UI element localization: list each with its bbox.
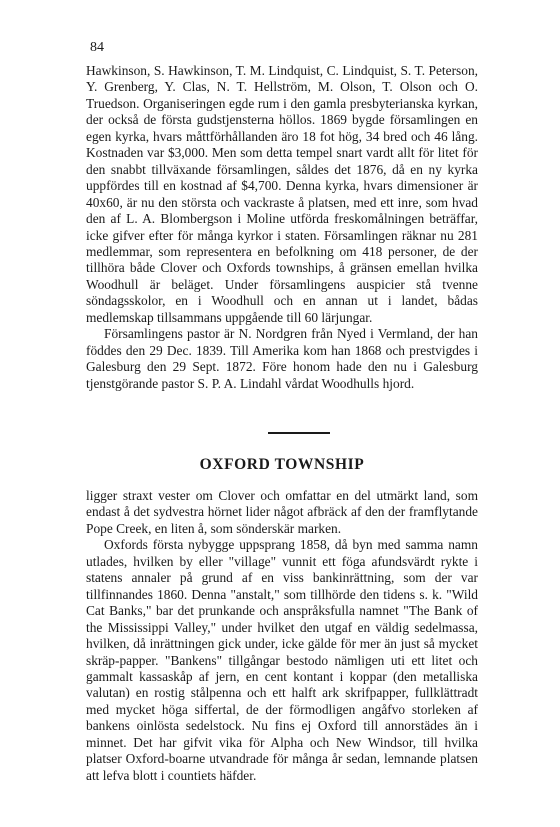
paragraph-pastor: Församlingens pastor är N. Nordgren från Nyed i Vermland, der han föddes den 29 Dec. 1839. Till Amerika kom han 1868 och prestvigdes i Galesburg den 29 Sept. 1872. Före honom hade den nu i Galesburg tjenstgörande pastor S. P. A. Lindahl vårdat Woodhulls hjord. (86, 326, 478, 391)
paragraph-location: ligger straxt vester om Clover och omfattar en del utmärkt land, som endast å det sydvestra hörnet lider något afbräck af den der framflytande Pope Creek, en liten å, som sönderskär marken. (86, 488, 478, 536)
section-divider (268, 432, 330, 434)
oxford-section (86, 488, 478, 784)
paragraph-continued: Hawkinson, S. Hawkinson, T. M. Lindquist, C. Lindquist, S. T. Peterson, Y. Grenberg, Y. Clas, N. T. Hellström, M. Olson, T. Olson och O. Truedson. Organiseringen egde rum i den gamla presbyterianska kyrkan, der också de första gudstjensterna höllos. 1869 bygde församlingen en egen kyrka, hvars måttförhållanden äro 18 fot hög, 34 bred och 46 lång. Kostnaden var $3,000. Men som detta tempel snart vardt allt för litet för den snabbt tillväxande församlingen, såldes det 1876, då en ny kyrka uppfördes till en kostnad af $4,700. Denna kyrka, hvars dimensioner är 40x60, är nu den största och vackraste å platsen, med ett inre, som hvad den af L. A. Blombergson i Moline utförda freskomålningen beträffar, icke gifver efter för många kyrkor i staten. Församlingen räknar nu 281 medlemmar, som representera en befolkning om 418 personer, de der tillhöra både Clover och Oxfords townships, å gränsen emellan hvilka Woodhull är beläget. Under församlingens auspicier stå tvenne söndagsskolor, en i Woodhull och en annan ut i landet, bådas medlemskap tillsammans uppgående till 60 lärjungar. (86, 63, 478, 325)
page-number: 84 (90, 40, 104, 55)
top-section (86, 63, 478, 392)
paragraph-history: Oxfords första nybygge uppsprang 1858, då byn med samma namn utlades, hvilken by eller "village" vunnit ett föga afundsvärdt rykte i statens annaler på grund af en viss bankinrättning, som der var tillfinnandes 1860. Denna "anstalt," som tillhörde den tidens s. k. "Wild Cat Banks," bar det prunkande och anspråksfulla namnet "The Bank of the Mississippi Valley," under hvilket den utgaf en väldig sedelmassa, hvilken, då inrättningen gick under, icke gälde för mer än just så mycket skräp-papper. "Bankens" tillgångar bestodo nämligen uti ett litet och gammalt kassaskåp af jern, en cent kontant i koppar (den metalliska valutan) en rostig stålpenna och ett halft ark skrifpapper, fullklättradt med mycket höga siffertal, de der förmodligen angåfvo storleken af bankens oinlösta sedelstock. Nu fins ej Oxford till annorstädes än i minnet. Det har gifvit vika för Alpha och New Windsor, till hvilka platser Oxford-boarne utvandrade för många år sedan, lemnande platsen att lefva blott i countiets häfder. (86, 537, 478, 783)
section-heading: OXFORD TOWNSHIP (199, 456, 365, 473)
